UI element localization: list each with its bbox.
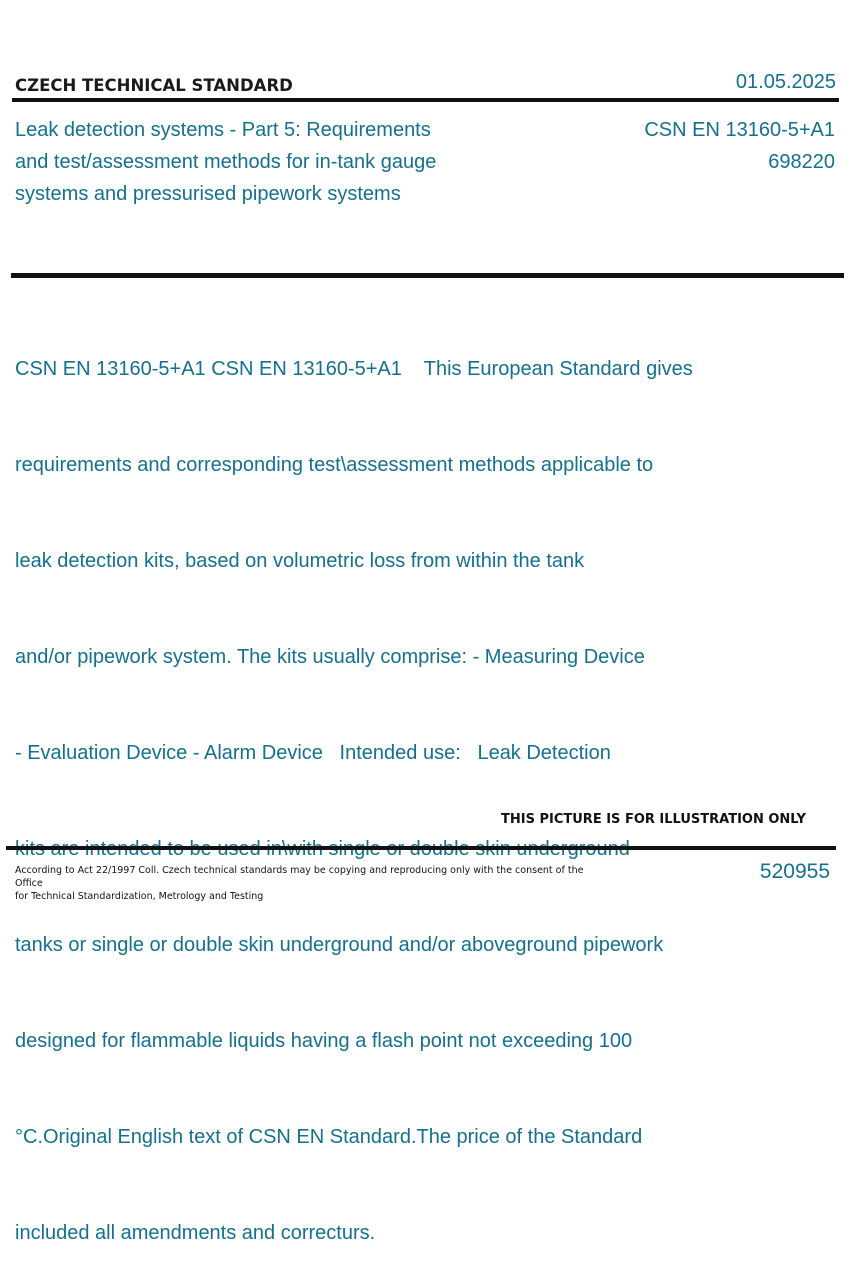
abstract-line: leak detection kits, based on volumetric loss from within the tank <box>15 550 585 572</box>
standard-title-line: and test/assessment methods for in-tank gauge <box>15 151 437 173</box>
publication-date: 01.05.2025 <box>735 71 836 93</box>
footer-divider <box>6 846 836 850</box>
header-divider <box>12 98 839 102</box>
illustration-disclaimer: THIS PICTURE IS FOR ILLUSTRATION ONLY <box>501 812 806 827</box>
legal-notice-line: According to Act 22/1997 Coll. Czech technical standards may be copying and reproducing only with the consent of the Office <box>15 865 584 889</box>
title-divider <box>11 273 844 278</box>
legal-notice-line: for Technical Standardization, Metrology and Testing <box>15 891 264 902</box>
abstract-line: designed for flammable liquids having a flash point not exceeding 100 <box>15 1030 633 1052</box>
abstract-line: included all amendments and correcturs. <box>15 1222 376 1244</box>
abstract-line: requirements and corresponding test\assessment methods applicable to <box>15 454 654 476</box>
abstract-line: - Evaluation Device - Alarm Device Intended use: Leak Detection <box>15 742 611 764</box>
abstract-line: and/or pipework system. The kits usually comprise: - Measuring Device <box>15 646 645 668</box>
document-number: 520955 <box>759 860 830 883</box>
legal-notice <box>15 864 595 903</box>
catalog-number: 698220 <box>768 151 835 173</box>
abstract-line: CSN EN 13160-5+A1 CSN EN 13160-5+A1 This European Standard gives <box>15 358 693 380</box>
abstract-text <box>15 289 755 1281</box>
standard-identifiers <box>644 114 835 178</box>
abstract-line: tanks or single or double skin underground and/or aboveground pipework <box>15 934 664 956</box>
standard-header-title: CZECH TECHNICAL STANDARD <box>15 76 293 95</box>
standard-title <box>15 114 535 210</box>
standard-code: CSN EN 13160-5+A1 <box>644 119 835 141</box>
standard-title-line: Leak detection systems - Part 5: Requirements <box>15 119 431 141</box>
abstract-line: °C.Original English text of CSN EN Standard.The price of the Standard <box>15 1126 643 1148</box>
standard-title-line: systems and pressurised pipework systems <box>15 183 401 205</box>
